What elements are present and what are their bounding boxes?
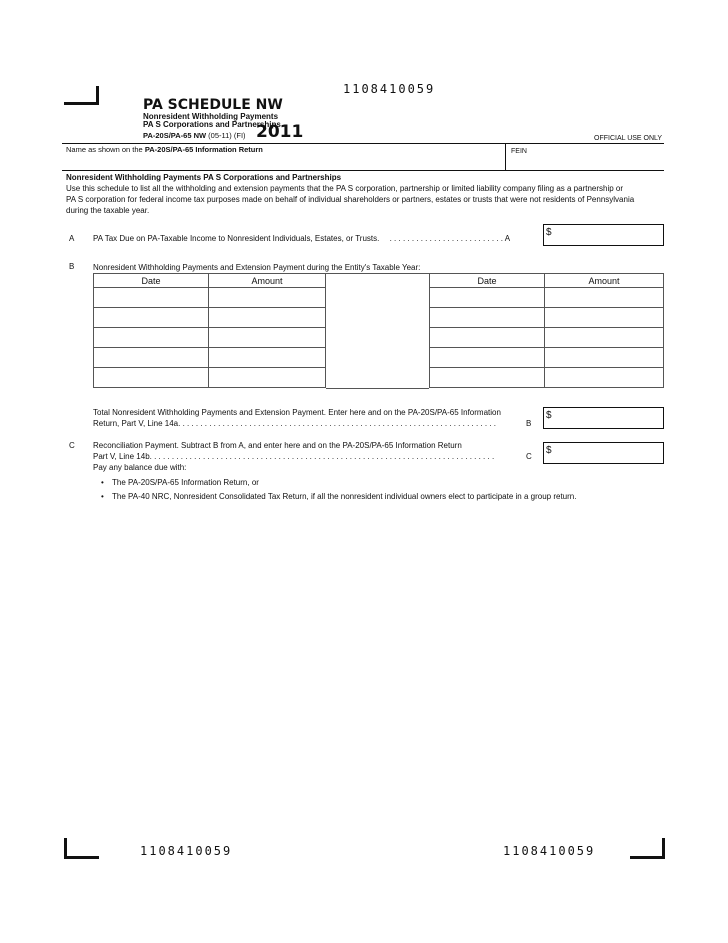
table-row [430, 348, 664, 368]
official-use-label: OFFICIAL USE ONLY [594, 135, 663, 142]
line-c-dots: . . . . . . . . . . . . . . . . . . . . . . . . . . . . . . . . . . . . . . . . . . . . . . . . . . . . . . . . . . . . . . . . . . . . . . . . . . . . . [154, 452, 495, 461]
intro-line-1: Use this schedule to list all the withholding and extension payments that the PA S corporation, partnership or limited liability company filing as a partnership or [66, 184, 624, 193]
col-header-amount: Amount [209, 274, 326, 288]
form-revision: (05-11) (FI) [208, 131, 246, 140]
table-row [94, 368, 326, 388]
intro-line-3: during the taxable year. [66, 206, 150, 215]
form-code-line [143, 131, 246, 140]
amount-cell[interactable] [545, 328, 664, 348]
line-a-dots: . . . . . . . . . . . . . . . . . . . . . . . . . . [389, 234, 503, 243]
line-b-end-letter: B [526, 419, 532, 428]
corner-mark-bottom-right [630, 838, 665, 859]
name-field[interactable] [66, 145, 263, 154]
intro-heading: Nonresident Withholding Payments PA S Corporations and Partnerships [66, 173, 342, 182]
form-code: PA-20S/PA-65 NW [143, 131, 207, 140]
payments-table-right [429, 273, 664, 388]
name-label: Name as shown on the [66, 145, 143, 154]
amount-cell[interactable] [209, 288, 326, 308]
payments-table-left [93, 273, 326, 388]
table-gap [326, 273, 429, 389]
header-rule-bottom [62, 170, 664, 171]
barcode-bottom-left: 1108410059 [140, 844, 233, 858]
pay-balance-text: Pay any balance due with: [93, 463, 187, 472]
amount-cell[interactable] [545, 308, 664, 328]
corner-mark-bottom-left [64, 838, 99, 859]
table-row [94, 308, 326, 328]
line-b-total-dots: . . . . . . . . . . . . . . . . . . . . . . . . . . . . . . . . . . . . . . . . . . . . . . . . . . . . . . . . . . . . . . . . . . . . . . . [182, 419, 496, 428]
form-subtitle-1: Nonresident Withholding Payments [143, 112, 279, 121]
date-cell[interactable] [430, 308, 545, 328]
line-b-letter: B [69, 262, 75, 271]
line-c-amount-field[interactable] [543, 442, 664, 464]
bullet-2 [101, 492, 576, 501]
bullet-1 [101, 478, 259, 487]
date-cell[interactable] [94, 348, 209, 368]
line-a-letter: A [69, 234, 75, 243]
line-c-currency: $ [546, 445, 552, 456]
date-cell[interactable] [94, 328, 209, 348]
table-row [430, 328, 664, 348]
line-a-label: PA Tax Due on PA-Taxable Income to Nonresident Individuals, Estates, or Trusts. [93, 234, 380, 243]
fein-field[interactable]: FEIN [511, 148, 527, 155]
line-c-end-letter: C [526, 452, 532, 461]
table-row [430, 368, 664, 388]
corner-mark-top-left [64, 86, 99, 105]
date-cell[interactable] [430, 348, 545, 368]
line-c-letter: C [69, 441, 75, 450]
amount-cell[interactable] [209, 348, 326, 368]
amount-cell[interactable] [209, 328, 326, 348]
line-b-amount-field[interactable] [543, 407, 664, 429]
table-row [94, 328, 326, 348]
date-cell[interactable] [430, 288, 545, 308]
col-header-date: Date [94, 274, 209, 288]
date-cell[interactable] [94, 368, 209, 388]
amount-cell[interactable] [545, 348, 664, 368]
bullet-2-text: The PA-40 NRC, Nonresident Consolidated Tax Return, if all the nonresident individual owners elect to participate in a group return. [112, 492, 577, 501]
amount-cell[interactable] [209, 308, 326, 328]
amount-cell[interactable] [545, 288, 664, 308]
line-c-label: Part V, Line 14b. [93, 452, 152, 461]
line-c-line-1: Reconciliation Payment. Subtract B from A, and enter here and on the PA-20S/PA-65 Information Return [93, 441, 462, 450]
line-b-total-line-2 [93, 418, 535, 429]
line-a-amount-field[interactable] [543, 224, 664, 246]
line-b-total-label: Return, Part V, Line 14a. [93, 419, 181, 428]
form-year: 2011 [256, 122, 304, 142]
col-header-amount: Amount [545, 274, 664, 288]
barcode-top: 1108410059 [343, 82, 436, 96]
line-a-end-letter: A [504, 234, 511, 243]
line-b-currency: $ [546, 410, 552, 421]
line-b-total-line-1: Total Nonresident Withholding Payments and Extension Payment. Enter here and on the PA-20S/PA-65 Information [93, 408, 501, 417]
date-cell[interactable] [94, 288, 209, 308]
header-rule-top [62, 143, 664, 144]
name-label-bold: PA-20S/PA-65 Information Return [144, 145, 263, 154]
col-header-date: Date [430, 274, 545, 288]
form-subtitle-2: PA S Corporations and Partnerships [143, 120, 281, 129]
date-cell[interactable] [430, 328, 545, 348]
table-row [430, 308, 664, 328]
line-c-line-2 [93, 451, 525, 462]
bullet-dot-icon: • [101, 478, 104, 487]
intro-line-2: PA S corporation for federal income tax purposes made on behalf of individual shareholders or partners, estates or trusts that were not residents of Pennsylvania [66, 195, 635, 204]
line-b-text: Nonresident Withholding Payments and Extension Payment during the Entity's Taxable Year: [93, 263, 421, 272]
amount-cell[interactable] [209, 368, 326, 388]
bullet-1-text: The PA-20S/PA-65 Information Return, or [112, 478, 259, 487]
table-row [94, 348, 326, 368]
line-a-currency: $ [546, 227, 552, 238]
date-cell[interactable] [430, 368, 545, 388]
line-a-text [93, 233, 510, 244]
header-divider [505, 143, 506, 170]
bullet-dot-icon: • [101, 492, 104, 501]
date-cell[interactable] [94, 308, 209, 328]
amount-cell[interactable] [545, 368, 664, 388]
barcode-bottom-right: 1108410059 [503, 844, 596, 858]
table-row [94, 288, 326, 308]
table-row [430, 288, 664, 308]
form-title: PA SCHEDULE NW [143, 97, 283, 113]
